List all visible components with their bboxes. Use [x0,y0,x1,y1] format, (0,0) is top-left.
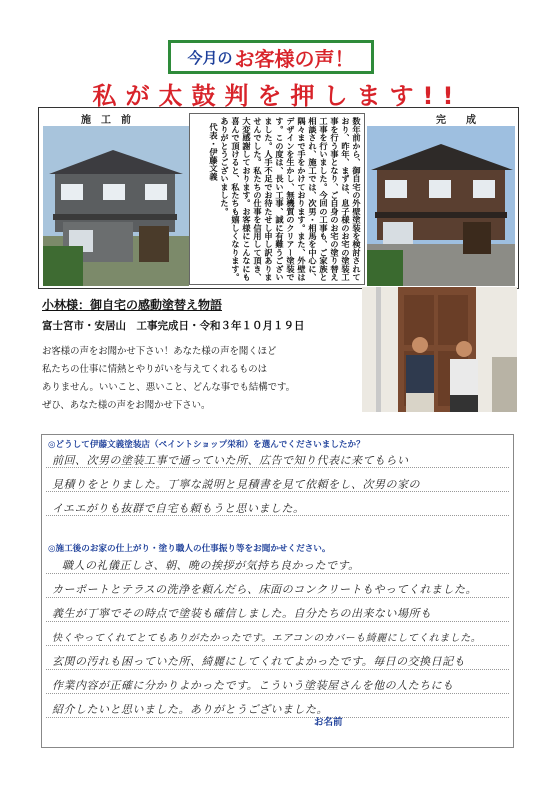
customer-photo [362,287,517,412]
request-line: ありません。いいこと、悪いこと、どんな事でも結構です。 [42,382,295,393]
request-line: ぜひ、あなた様の声をお聞かせ下さい。 [42,400,211,411]
answer-2-line: 紹介したいと思いました。ありがとうございました。 [52,703,328,716]
after-label: 完 成 [436,115,476,126]
answer-2-line: カーポートとテラスの洗浄を頼んだら、床面のコンクリートもやってくれました。 [52,583,477,596]
ruled-line [46,573,509,574]
answer-1-line: イエエがりも抜群で自宅も頼もうと思いました。 [52,502,305,515]
request-line: 私たちの仕事に情熱とやりがいを与えてくれるものは [42,364,268,375]
question-2: ◎施工後のお家の仕上がり・塗り職人の仕事振り等をお聞かせください。 [48,544,331,554]
ruled-line [46,645,509,646]
ruled-line [46,597,509,598]
answer-1-line: 見積りをとりました。丁寧な説明と見積書を見て依頼をし、次男の家の [52,478,420,491]
intro-text-column [189,113,365,285]
before-label: 施 工 前 [81,115,131,126]
before-photo [43,126,189,286]
headline: 私が太鼓判を押します!! [92,82,463,110]
after-photo [367,126,515,286]
title-big: お客様の声！ [234,46,355,71]
title-small: 今月の [187,48,233,67]
question-1: ◎どうして伊藤文義塗装店（ペイントショップ栄和）を選んでくださいましたか？ [48,440,365,450]
title-box [168,40,374,74]
location-date: 富士宮市・安居山 工事完成日・令和３年１０月１９日 [42,320,305,332]
ruled-line [46,669,509,670]
answer-2-line: 作業内容が正確に分かりよかったです。こういう塗装屋さんを他の人たちにも [52,679,454,692]
ruled-line [46,717,509,718]
ruled-line [46,621,509,622]
name-label: お名前 [314,717,343,728]
intro-text: 数年前から、御自宅の外壁塗装を検討されており、昨年、まずは、息子様のお宅の塗装工事を行う事となり、ご自身のお宅の塗り替え工事を行いました。今回の工事も、ご家族と相談され、施工では、次男・相馬を中心に、隅々まで手をかけております。また、外壁はデザインを生かし、無機質のクリアー塗装です。この度は、長い工事、誠に有難うございました。人手不足でお待たせし申し訳ありませんでした。私たちの仕事を信用して頂き、大変感謝しております。お客様にこんなにも喜んで頂けると、私たちも嬉しくなります。ありがとうございました。 [220,117,362,281]
answer-2-line: 義生が丁寧でその時点で塗装も確信しました。自分たちの出来ない場所も [52,607,432,620]
intro-signature: 代表・伊藤文義 [209,123,219,181]
answer-2-line: 玄関の汚れも困っていた所、綺麗にしてくれてよかったです。毎日の交換日記も [52,655,466,668]
answer-1-line: 前回、次男の塗装工事で通っていた所、広告で知り代表に来てもらい [52,454,409,467]
answer-2-line: 職人の礼儀正しさ、朝、晩の挨拶が気持ち良かったです。 [62,559,360,572]
survey-form [41,434,514,748]
answer-2-line: 快くやってくれてとてもありがたかったです。エアコンのカバーも綺麗にしてくれました。 [52,633,482,644]
request-line: お客様の声をお聞かせ下さい！あなた様の声を聞くほど [42,346,277,357]
story-subtitle: 小林様：御自宅の感動塗替え物語 [42,298,223,312]
ruled-line [46,693,509,694]
